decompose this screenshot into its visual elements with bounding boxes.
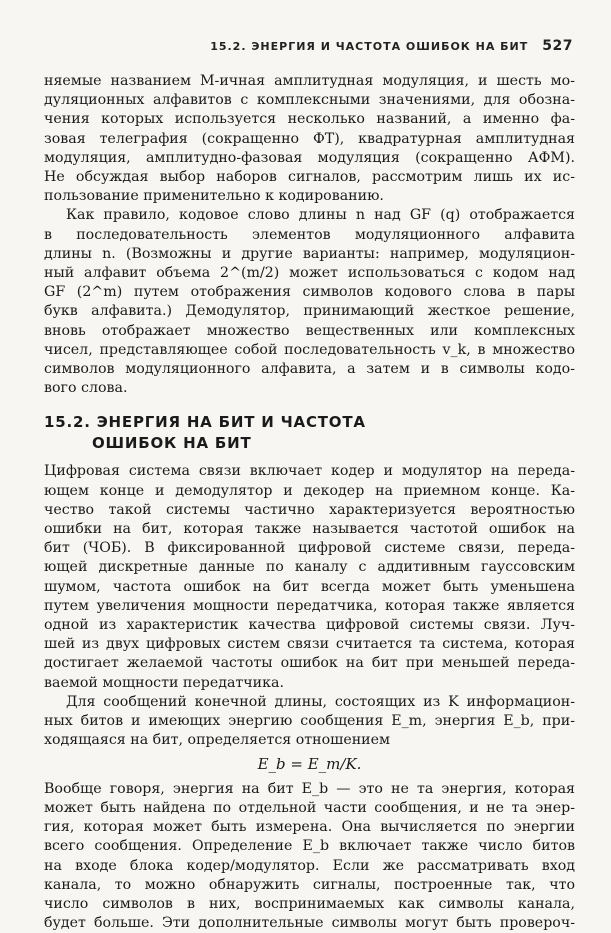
text-line: гия, которая может быть измерена. Она вычисляется по энергии	[44, 819, 575, 836]
text-line: GF (2^m) путем отображения символов кодового слова в пары	[44, 284, 575, 301]
text-line: ющем конце и демодулятор и декодер на приемном конце. Ка-	[44, 482, 575, 499]
text-line: Как правило, кодовое слово длины n над GF (q) отображается	[66, 207, 575, 224]
text-line: Для сообщений конечной длины, состоящих из K информацион-	[66, 693, 575, 710]
text-line: Вообще говоря, энергия на бит E_b — это не та энергия, которая	[44, 780, 575, 797]
text-line: канала, то можно обнаружить сигналы, построенные так, что	[44, 876, 575, 893]
text-line: вого слова.	[44, 380, 128, 397]
text-line: ных битов и имеющих энергию сообщения E_m, энергия E_b, при-	[44, 713, 575, 730]
text-line: зовая телеграфия (сокращенно ФТ), квадратурная амплитудная	[44, 130, 575, 147]
paragraph-3	[44, 462, 575, 692]
page-body	[44, 72, 575, 933]
text-line: число символов в них, воспринимаемых как символы канала,	[44, 895, 575, 912]
text-line: ходящаяся на бит, определяется отношением	[44, 732, 391, 749]
text-line: длины n. (Возможны и другие варианты: например, модуляцион-	[44, 245, 575, 262]
text-line: одной из характеристик качества цифровой системы связи. Луч-	[44, 617, 575, 634]
text-line: символов модуляционного алфавита, а затем и в символы кодо-	[44, 361, 575, 378]
paragraph-2	[44, 206, 575, 398]
text-line: вновь отображает множество вещественных или комплексных	[44, 322, 575, 339]
text-line: букв алфавита.) Демодулятор, принимающий жесткое решение,	[44, 303, 575, 320]
text-line: ошибки на бит, которая также называется частотой ошибок на	[44, 521, 575, 538]
text-line: будет больше. Эти дополнительные символы могут быть провероч-	[44, 915, 575, 932]
text-line: Не обсуждая выбор наборов сигналов, рассмотрим лишь их ис-	[44, 169, 575, 186]
text-line: в последовательность элементов модуляционного алфавита	[44, 226, 575, 243]
text-line: может быть найдена по отдельной части сообщения, и не та энер-	[44, 799, 575, 816]
text-line: ваемой мощности передатчика.	[44, 674, 284, 691]
text-line: шей из двух цифровых систем связи считается та система, которая	[44, 636, 575, 653]
page-number: 527	[542, 38, 573, 54]
text-line: чисел, представляющее собой последовательность v_k, в множество	[44, 341, 575, 358]
text-line: достигает желаемой частоты ошибок на бит при меньшей переда-	[44, 655, 575, 672]
text-line: няемые названием M-ичная амплитудная модуляция, и шесть мо-	[44, 73, 575, 89]
text-line: всего сообщения. Определение E_b включает также число битов	[44, 838, 575, 855]
section-heading	[44, 412, 575, 454]
text-line: чения которых используется несколько названий, а именно фа-	[44, 111, 575, 128]
running-title: 15.2. ЭНЕРГИЯ И ЧАСТОТА ОШИБОК НА БИТ	[210, 40, 529, 53]
text-line: пользование применительно к кодированию.	[44, 188, 384, 205]
running-header	[0, 38, 573, 54]
paragraph-1	[44, 72, 575, 206]
text-line: ющей дискретные данные по каналу с аддитивным гауссовским	[44, 559, 575, 576]
text-line: Цифровая система связи включает кодер и модулятор на переда-	[44, 463, 575, 480]
text-line: чество такой системы частично характеризуется вероятностью	[44, 501, 575, 518]
formula-eb: E_b = E_m/K.	[257, 754, 362, 773]
text-line: бит (ЧОБ). В фиксированной цифровой системе связи, переда-	[44, 540, 575, 557]
text-line: на входе блока кодер/модулятор. Если же рассматривать вход	[44, 857, 575, 874]
text-line: ный алфавит объема 2^(m/2) может использоваться с кодом над	[44, 265, 575, 282]
section-title-line-1: 15.2. ЭНЕРГИЯ НА БИТ И ЧАСТОТА	[44, 413, 366, 432]
text-line: путем увеличения мощности передатчика, которая также является	[44, 597, 575, 614]
paragraph-4	[44, 693, 575, 751]
text-line: шумом, частота ошибок на бит всегда может быть уменьшена	[44, 578, 575, 595]
text-line: модуляция, амплитудно-фазовая модуляция (сокращенно АФМ).	[44, 149, 575, 166]
text-line: дуляционных алфавитов с комплексными значениями, для обозна-	[44, 92, 575, 109]
paragraph-5	[44, 780, 575, 933]
section-title-line-2: ОШИБОК НА БИТ	[92, 434, 252, 453]
